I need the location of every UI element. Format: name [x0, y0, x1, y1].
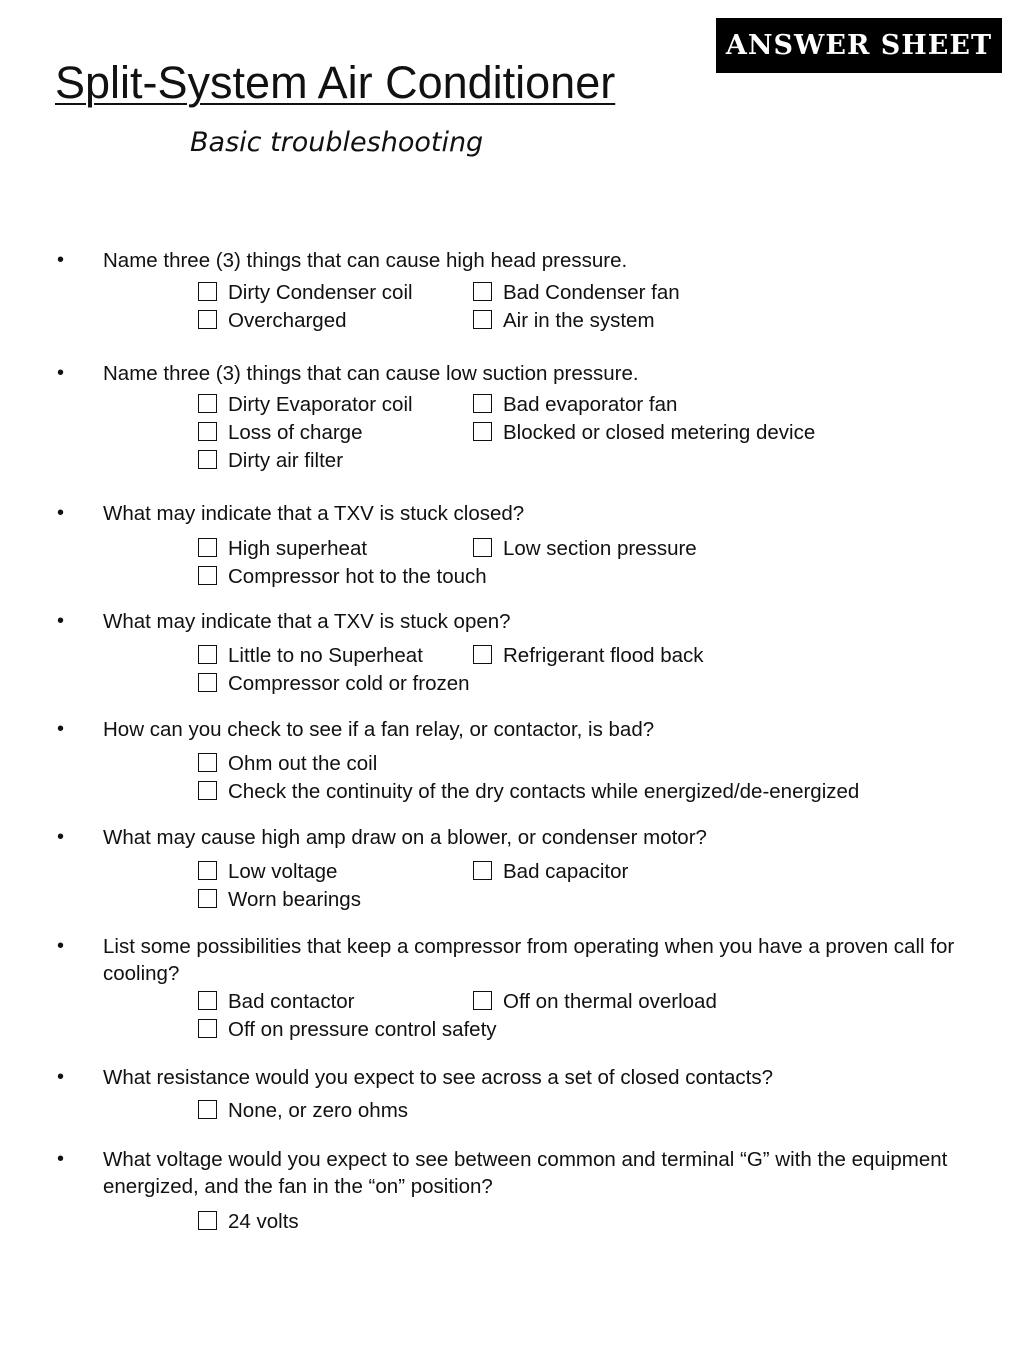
- checkbox[interactable]: [198, 1211, 217, 1230]
- answer-option[interactable]: [198, 670, 470, 698]
- option-label: Worn bearings: [228, 888, 361, 911]
- question-text: What may indicate that a TXV is stuck open?: [103, 610, 511, 633]
- checkbox[interactable]: [473, 645, 492, 664]
- checkbox[interactable]: [198, 889, 217, 908]
- option-label: None, or zero ohms: [228, 1099, 409, 1122]
- answer-option[interactable]: [198, 419, 362, 447]
- answer-option[interactable]: [198, 988, 355, 1016]
- bullet: •: [57, 718, 65, 740]
- option-label: Compressor hot to the touch: [228, 565, 487, 588]
- answer-option[interactable]: [473, 988, 717, 1016]
- option-label: Bad capacitor: [503, 860, 629, 883]
- question-text: Name three (3) things that can cause high head pressure.: [103, 249, 628, 272]
- option-label: Dirty Condenser coil: [228, 281, 413, 304]
- question-text: How can you check to see if a fan relay, or contactor, is bad?: [103, 718, 655, 741]
- checkbox[interactable]: [198, 781, 217, 800]
- checkbox[interactable]: [198, 282, 217, 301]
- checkbox[interactable]: [198, 645, 217, 664]
- checkbox[interactable]: [198, 753, 217, 772]
- answer-sheet-badge: ANSWER SHEET: [716, 18, 1002, 73]
- option-label: Off on pressure control safety: [228, 1018, 497, 1041]
- bullet: •: [57, 249, 65, 271]
- bullet: •: [57, 362, 65, 384]
- page-subtitle: Basic troubleshooting: [190, 127, 484, 158]
- answer-option[interactable]: [198, 1016, 497, 1044]
- bullet: •: [57, 610, 65, 632]
- option-label: Off on thermal overload: [503, 990, 717, 1013]
- answer-option[interactable]: [198, 279, 413, 307]
- bullet: •: [57, 935, 65, 957]
- answer-option[interactable]: [198, 1097, 408, 1125]
- option-label: Low voltage: [228, 860, 338, 883]
- checkbox[interactable]: [198, 991, 217, 1010]
- option-label: Bad contactor: [228, 990, 355, 1013]
- question-text: List some possibilities that keep a compressor from operating when you have a proven call for cooling?: [103, 935, 955, 985]
- question-text: What may cause high amp draw on a blower, or condenser motor?: [103, 826, 707, 849]
- checkbox[interactable]: [198, 673, 217, 692]
- option-label: Check the continuity of the dry contacts while energized/de-energized: [228, 780, 860, 803]
- answer-option[interactable]: [198, 447, 343, 475]
- answer-option[interactable]: [473, 642, 704, 670]
- answer-option[interactable]: [198, 535, 367, 563]
- option-label: Overcharged: [228, 309, 347, 332]
- bullet: •: [57, 1148, 65, 1170]
- answer-option[interactable]: [198, 886, 361, 914]
- checkbox[interactable]: [473, 282, 492, 301]
- answer-option[interactable]: [473, 279, 680, 307]
- bullet: •: [57, 1066, 65, 1088]
- option-label: High superheat: [228, 537, 368, 560]
- option-label: Ohm out the coil: [228, 752, 378, 775]
- answer-option[interactable]: [473, 391, 677, 419]
- page-title: Split-System Air Conditioner: [55, 57, 616, 108]
- question-text: What voltage would you expect to see between common and terminal “G” with the equipment energized, and the fan in the “on” position?: [103, 1148, 948, 1198]
- answer-option[interactable]: [198, 307, 347, 335]
- option-label: Dirty air filter: [228, 449, 344, 472]
- answer-option[interactable]: [198, 642, 423, 670]
- answer-option[interactable]: [198, 1208, 299, 1236]
- answer-option[interactable]: [473, 858, 628, 886]
- option-label: Blocked or closed metering device: [503, 421, 816, 444]
- question-text: What resistance would you expect to see across a set of closed contacts?: [103, 1066, 774, 1089]
- checkbox[interactable]: [473, 538, 492, 557]
- checkbox[interactable]: [198, 450, 217, 469]
- option-label: Dirty Evaporator coil: [228, 393, 413, 416]
- checkbox[interactable]: [198, 566, 217, 585]
- checkbox[interactable]: [473, 394, 492, 413]
- option-label: Air in the system: [503, 309, 655, 332]
- checkbox[interactable]: [473, 310, 492, 329]
- answer-option[interactable]: [198, 563, 487, 591]
- checkbox[interactable]: [198, 861, 217, 880]
- checkbox[interactable]: [473, 861, 492, 880]
- question-text: Name three (3) things that can cause low suction pressure.: [103, 362, 639, 385]
- option-label: Refrigerant flood back: [503, 644, 704, 667]
- checkbox[interactable]: [473, 991, 492, 1010]
- checkbox[interactable]: [198, 394, 217, 413]
- answer-option[interactable]: [473, 419, 815, 447]
- question-text: What may indicate that a TXV is stuck closed?: [103, 502, 525, 525]
- answer-option[interactable]: [198, 858, 337, 886]
- option-label: 24 volts: [228, 1210, 299, 1233]
- option-label: Low section pressure: [503, 537, 697, 560]
- answer-option[interactable]: [198, 778, 859, 806]
- checkbox[interactable]: [473, 422, 492, 441]
- answer-option[interactable]: [473, 307, 655, 335]
- bullet: •: [57, 502, 65, 524]
- answer-option[interactable]: [198, 750, 377, 778]
- answer-option[interactable]: [473, 535, 697, 563]
- checkbox[interactable]: [198, 538, 217, 557]
- checkbox[interactable]: [198, 422, 217, 441]
- checkbox[interactable]: [198, 310, 217, 329]
- option-label: Little to no Superheat: [228, 644, 423, 667]
- answer-option[interactable]: [198, 391, 413, 419]
- option-label: Compressor cold or frozen: [228, 672, 470, 695]
- option-label: Loss of charge: [228, 421, 363, 444]
- checkbox[interactable]: [198, 1019, 217, 1038]
- option-label: Bad evaporator fan: [503, 393, 678, 416]
- bullet: •: [57, 826, 65, 848]
- option-label: Bad Condenser fan: [503, 281, 680, 304]
- checkbox[interactable]: [198, 1100, 217, 1119]
